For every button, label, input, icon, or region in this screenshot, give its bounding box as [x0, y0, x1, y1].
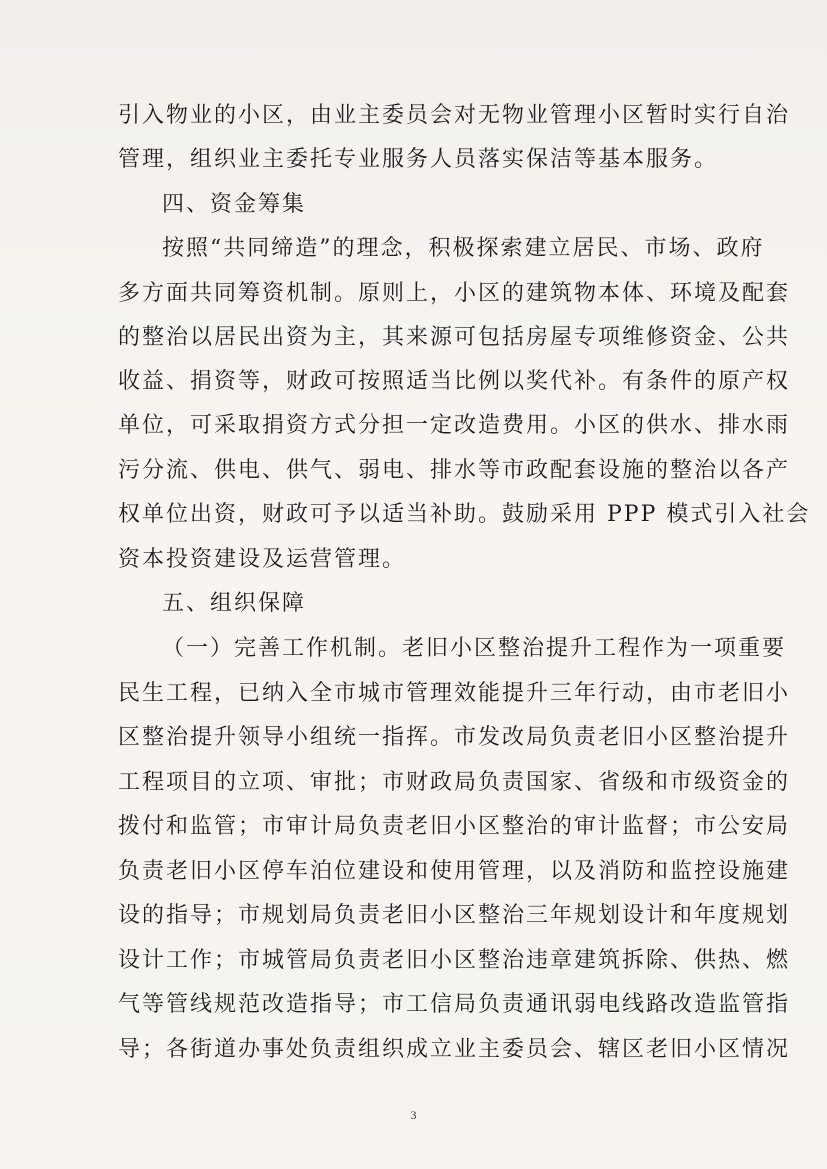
- body-line: 管理，组织业主委托专业服务人员落实保洁等基本服务。: [118, 147, 719, 172]
- body-line: 引入物业的小区，由业主委员会对无物业管理小区暂时实行自治: [118, 103, 791, 128]
- body-line: 工程项目的立项、审批；市财政局负责国家、省级和市级资金的: [118, 770, 791, 795]
- body-line: （一）完善工作机制。老旧小区整治提升工程作为一项重要: [162, 636, 787, 661]
- body-line: 按照“共同缔造”的理念，积极探索建立居民、市场、政府: [162, 236, 765, 261]
- section-heading: 五、组织保障: [162, 591, 307, 616]
- body-line: 单位，可采取捐资方式分担一定改造费用。小区的供水、排水雨: [118, 413, 791, 438]
- body-line: 设计工作；市城管局负责老旧小区整治违章建筑拆除、供热、燃: [118, 948, 791, 973]
- body-line: 负责老旧小区停车泊位建设和使用管理，以及消防和监控设施建: [118, 859, 791, 884]
- body-line: 拨付和监管；市审计局负责老旧小区整治的审计监督；市公安局: [118, 814, 791, 839]
- body-line: 的整治以居民出资为主，其来源可包括房屋专项维修资金、公共: [118, 325, 791, 350]
- page-number: 3: [410, 1108, 417, 1122]
- section-heading: 四、资金筹集: [162, 192, 307, 217]
- body-line: 民生工程，已纳入全市城市管理效能提升三年行动，由市老旧小: [118, 681, 791, 706]
- body-line: 设的指导；市规划局负责老旧小区整治三年规划设计和年度规划: [118, 903, 791, 928]
- body-line: 污分流、供电、供气、弱电、排水等市政配套设施的整治以各产: [118, 458, 791, 483]
- body-line: 区整治提升领导小组统一指挥。市发改局负责老旧小区整治提升: [118, 725, 791, 750]
- body-line: 收益、捐资等，财政可按照适当比例以奖代补。有条件的原产权: [118, 369, 791, 394]
- body-line: 多方面共同筹资机制。原则上，小区的建筑物本体、环境及配套: [118, 281, 791, 306]
- body-line: 权单位出资，财政可予以适当补助。鼓励采用 PPP 模式引入社会: [118, 502, 811, 527]
- body-line: 气等管线规范改造指导；市工信局负责通讯弱电线路改造监管指: [118, 992, 791, 1017]
- body-line: 导；各街道办事处负责组织成立业主委员会、辖区老旧小区情况: [118, 1037, 791, 1062]
- body-line: 资本投资建设及运营管理。: [118, 547, 407, 572]
